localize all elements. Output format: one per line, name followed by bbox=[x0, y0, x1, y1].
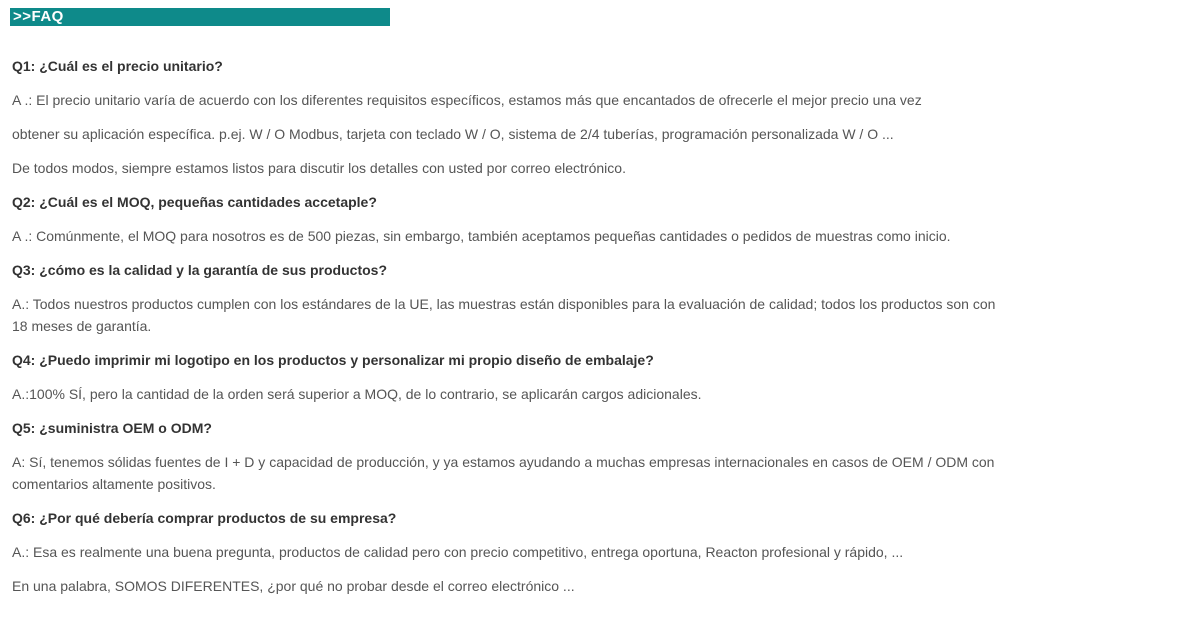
faq-answer-paragraph bbox=[12, 89, 1068, 111]
faq-answer-line: A.: Esa es realmente una buena pregunta, productos de calidad pero con precio competitivo, entrega oportuna, Reacton profesional y rápido, ... bbox=[12, 544, 904, 560]
faq-answer-paragraph bbox=[12, 293, 1068, 337]
faq-question: Q4: ¿Puedo imprimir mi logotipo en los productos y personalizar mi propio diseño de embalaje? bbox=[12, 352, 654, 368]
faq-item bbox=[12, 55, 1068, 179]
faq-question: Q3: ¿cómo es la calidad y la garantía de sus productos? bbox=[12, 262, 387, 278]
faq-answer-paragraph bbox=[12, 225, 1068, 247]
faq-answer-paragraph bbox=[12, 157, 1068, 179]
faq-section-header bbox=[10, 8, 390, 26]
faq-item bbox=[12, 191, 1068, 247]
faq-answer-paragraph bbox=[12, 383, 1068, 405]
faq-answer-line: En una palabra, SOMOS DIFERENTES, ¿por qué no probar desde el correo electrónico ... bbox=[12, 578, 575, 594]
faq-item bbox=[12, 259, 1068, 337]
faq-answer-line: De todos modos, siempre estamos listos para discutir los detalles con usted por correo electrónico. bbox=[12, 160, 626, 176]
faq-answer-line: A .: El precio unitario varía de acuerdo con los diferentes requisitos específicos, estamos más que encantados de ofrecerle el mejor precio una vez bbox=[12, 92, 922, 108]
faq-question: Q5: ¿suministra OEM o ODM? bbox=[12, 420, 212, 436]
faq-item bbox=[12, 507, 1068, 597]
faq-question: Q1: ¿Cuál es el precio unitario? bbox=[12, 58, 223, 74]
faq-answer-line: 18 meses de garantía. bbox=[12, 318, 152, 334]
faq-answer-line: obtener su aplicación específica. p.ej. W / O Modbus, tarjeta con teclado W / O, sistema de 2/4 tuberías, programación personalizada W / O ... bbox=[12, 126, 894, 142]
faq-answer-paragraph bbox=[12, 451, 1068, 495]
faq-question: Q6: ¿Por qué debería comprar productos de su empresa? bbox=[12, 510, 397, 526]
faq-section-title: >>FAQ bbox=[13, 8, 64, 25]
faq-answer-line: A.:100% SÍ, pero la cantidad de la orden será superior a MOQ, de lo contrario, se aplicarán cargos adicionales. bbox=[12, 386, 702, 402]
faq-item bbox=[12, 417, 1068, 495]
faq-question: Q2: ¿Cuál es el MOQ, pequeñas cantidades accetaple? bbox=[12, 194, 377, 210]
faq-answer-paragraph bbox=[12, 541, 1068, 563]
faq-item bbox=[12, 349, 1068, 405]
faq-answer-paragraph bbox=[12, 575, 1068, 597]
faq-answer-line: comentarios altamente positivos. bbox=[12, 476, 216, 492]
faq-answer-line: A: Sí, tenemos sólidas fuentes de I + D y capacidad de producción, y ya estamos ayudando a muchas empresas internacionales en casos de OEM / ODM con bbox=[12, 454, 995, 470]
faq-answer-line: A.: Todos nuestros productos cumplen con los estándares de la UE, las muestras están disponibles para la evaluación de calidad; todos los productos son con bbox=[12, 296, 996, 312]
faq-answer-paragraph bbox=[12, 123, 1068, 145]
faq-answer-line: A .: Comúnmente, el MOQ para nosotros es de 500 piezas, sin embargo, también aceptamos pequeñas cantidades o pedidos de muestras como inicio. bbox=[12, 228, 951, 244]
faq-section bbox=[0, 26, 1080, 597]
